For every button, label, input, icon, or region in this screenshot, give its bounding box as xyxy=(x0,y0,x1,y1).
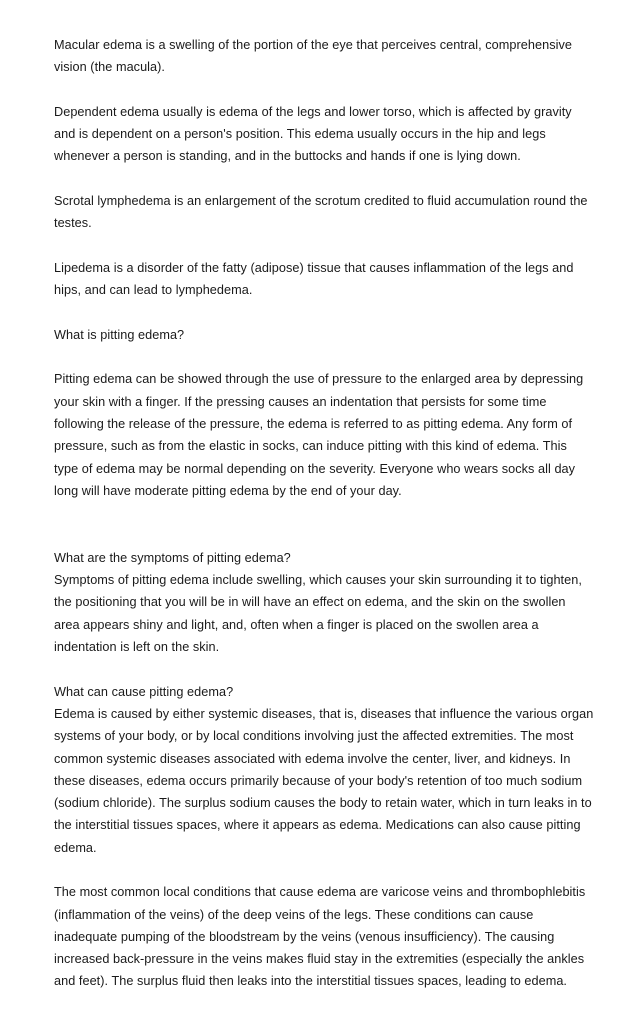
heading-causes: What can cause pitting edema? xyxy=(54,684,234,699)
paragraph-symptoms: Symptoms of pitting edema include swelling, which causes your skin surrounding it to tighten, the positioning that you will be in will have an effect on edema, and the skin on the swollen area appears shiny and light, and, often when a finger is placed on the swollen area a indentation is left on the skin. xyxy=(54,573,582,655)
paragraph-systemic-causes: Edema is caused by either systemic diseases, that is, diseases that influence the various organ systems of your body, or by local conditions involving just the affected extremities. The most common systemic diseases associated with edema involve the center, liver, and kidneys. In these diseases, edema occurs primarily because of your body's retention of too much sodium (sodium chloride). The surplus sodium causes the body to retain water, which in turn leaks in to the interstitial tissues spaces, where it appears as edema. Medications can also cause pitting edema. xyxy=(54,706,594,855)
paragraph-lipedema: Lipedema is a disorder of the fatty (adipose) tissue that causes inflammation of the legs and hips, and can lead to lymphedema. xyxy=(54,260,574,298)
document-page xyxy=(54,34,594,1015)
paragraph-scrotal-lymphedema: Scrotal lymphedema is an enlargement of the scrotum credited to fluid accumulation round the testes. xyxy=(54,194,588,231)
spacer xyxy=(54,525,594,547)
paragraph-local-causes: The most common local conditions that cause edema are varicose veins and thrombophlebitis (inflammation of the veins) of the deep veins of the legs. These conditions can cause inadequate pumping of the bloodstream by the veins (venous insufficiency). The causing increased back-pressure in the veins makes fluid stay in the extremities (especially the ankles and feet). The surplus fluid then leaks into the interstitial tissues spaces, leading to edema. xyxy=(54,885,586,989)
heading-what-is-pitting-edema: What is pitting edema? xyxy=(54,327,185,342)
heading-symptoms: What are the symptoms of pitting edema? xyxy=(54,550,291,565)
paragraph-macular-edema: Macular edema is a swelling of the portion of the eye that perceives central, comprehensive vision (the macula). xyxy=(54,38,572,75)
paragraph-pitting-edema-description: Pitting edema can be showed through the use of pressure to the enlarged area by depressing your skin with a finger. If the pressing causes an indentation that persists for some time following the release of the pressure, the edema is referred to as pitting edema. Any form of pressure, such as from the elastic in socks, can induce pitting with this kind of edema. This type of edema may be normal depending on the severity. Everyone who wears socks all day long will have moderate pitting edema by the end of your day. xyxy=(54,372,584,498)
paragraph-dependent-edema: Dependent edema usually is edema of the legs and lower torso, which is affected by gravity and is dependent on a person's position. This edema usually occurs in the hip and legs whenever a person is standing, and in the buttocks and hands if one is lying down. xyxy=(54,104,572,164)
